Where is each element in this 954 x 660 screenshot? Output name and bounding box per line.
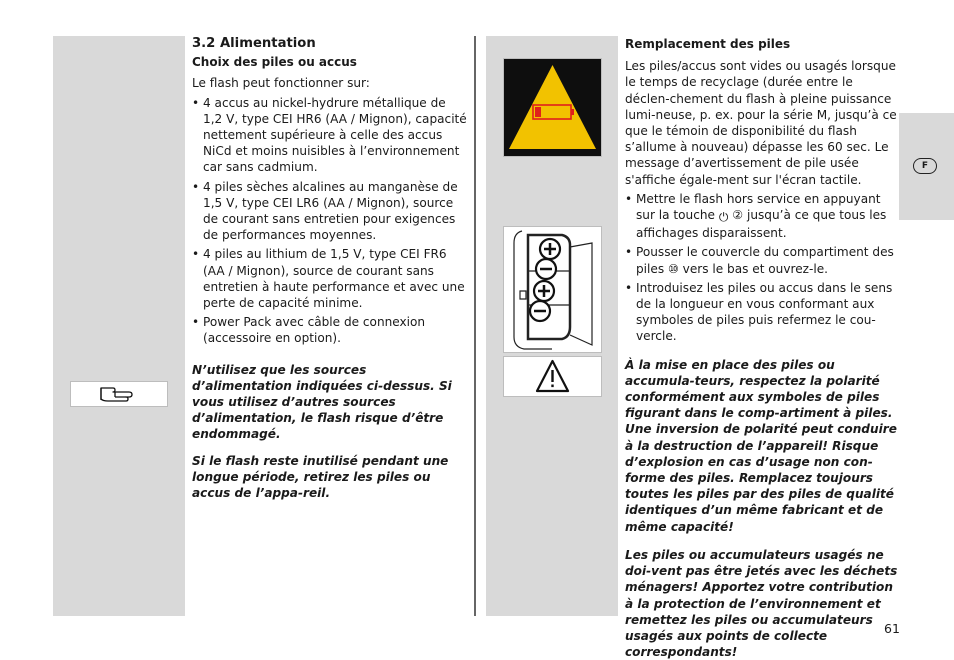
warning-text: N’utilisez que les sources d’alimentation indiquées ci-dessus. Si vous utilisez d’autres sources d’alimentation, le flash risque d’être endommagé.: [192, 362, 452, 442]
column-divider: [474, 36, 476, 616]
power-button-icon: ⏻: [718, 210, 729, 225]
battery-compartment-illustration: [503, 226, 602, 353]
list-item: • 4 piles sèches alcalines au manganèse de 1,5 V, type CEI LR6 (AA / Mignon), source de courant sans entretien pour exigences de performances moyennes.: [192, 179, 467, 244]
left-margin-column: [53, 36, 185, 616]
language-tab: [899, 113, 954, 220]
right-text-column: [625, 36, 900, 660]
warning-text: Les piles ou accumulateurs usagés ne doi-vent pas être jetés avec les déchets ménagers! Apportez votre contribution à la protection de l’environnement et remettez les piles ou accumulateurs usagés aux points de collecte correspondants!: [625, 547, 898, 660]
list-item: • 4 piles au lithium de 1,5 V, type CEI FR6 (AA / Mignon), source de courant sans entretien à haute performance et avec une perte de capacité minime.: [192, 246, 467, 311]
power-source-list: [192, 95, 467, 347]
list-item: • 4 accus au nickel-hydrure métallique de 1,2 V, type CEI HR6 (AA / Mignon), capacité nettement supérieure à celle des accus NiCd et moins nuisibles à l’environnement car sans cadmium.: [192, 95, 467, 176]
warning-text: Si le flash reste inutilisé pendant une longue période, retirez les piles ou accus de l’appa-reil.: [192, 453, 449, 501]
low-battery-warning-icon: [503, 58, 602, 157]
language-badge: F: [913, 158, 937, 174]
list-item-text: Mettre le flash hors service en appuyant sur la touche: [636, 191, 881, 223]
caution-triangle-icon: [503, 356, 602, 397]
section-title: 3.2 Alimentation: [192, 36, 316, 51]
list-item: [625, 191, 900, 242]
subsection-title: Choix des piles ou accus: [192, 55, 357, 70]
intro-text: Le flash peut fonctionner sur:: [192, 76, 370, 91]
instruction-list: [625, 191, 900, 345]
left-text-column: [192, 36, 467, 501]
list-item: • Pousser le couvercle du compartiment des piles ⑩ vers le bas et ouvrez-le.: [625, 244, 900, 276]
subsection-title: Remplacement des piles: [625, 37, 791, 51]
list-item: • Power Pack avec câble de connexion (accessoire en option).: [192, 314, 467, 346]
pointing-hand-icon: [70, 381, 168, 407]
body-paragraph: Les piles/accus sont vides ou usagés lorsque le temps de recyclage (durée entre le déclen-chement du flash à pleine puissance lumi-neuse, p. ex. pour la série M, jusqu’à ce que le témoin de disponibilité du flash s’allume à nouveau) dépasse les 60 sec. Le message d’avertissement de pile usée s'affiche égale-ment sur l'écran tactile.: [625, 59, 897, 187]
page-number: 61: [884, 621, 900, 636]
button-number: ②: [732, 208, 744, 223]
warning-text: À la mise en place des piles ou accumula-teurs, respectez la polarité conformément aux symboles de piles figurant dans le comp-artiment à piles. Une inversion de polarité peut conduire à la destruction de l’appareil! Risque d’explosion en cas d’usage non con-forme des piles. Remplacez toujours toutes les piles par des piles de qualité identiques d’un même fabricant et de même capacité!: [625, 357, 897, 534]
list-item: • Introduisez les piles ou accus dans le sens de la longueur en vous conformant aux symboles de piles puis refermez le cou-vercle.: [625, 280, 900, 345]
list-item-text: jusqu’à ce que tous les affichages disparaissent.: [636, 208, 887, 241]
